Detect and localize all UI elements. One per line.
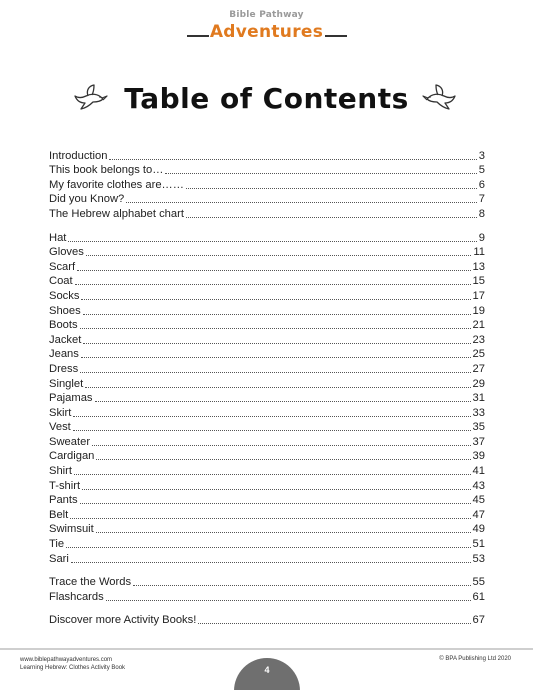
toc-entry-label: Hat xyxy=(49,231,67,244)
toc-dot-leader xyxy=(109,159,476,160)
toc-entry-page: 3 xyxy=(478,149,485,162)
toc-entry-label: Belt xyxy=(49,508,69,521)
toc-dot-leader xyxy=(77,270,470,271)
toc-dot-leader xyxy=(106,600,471,601)
toc-entry xyxy=(49,575,485,590)
toc-entry xyxy=(49,230,485,245)
toc-dot-leader xyxy=(68,241,476,242)
toc-entry xyxy=(49,613,485,628)
toc-entry-label: Skirt xyxy=(49,406,72,419)
toc-entry xyxy=(49,259,485,274)
toc-group-spacer xyxy=(49,221,485,230)
footer-copyright: © BPA Publishing Ltd 2020 xyxy=(439,656,511,662)
footer-info xyxy=(20,656,125,672)
toc-entry-label: Scarf xyxy=(49,260,76,273)
toc-entry-page: 43 xyxy=(472,479,485,492)
page-number: 4 xyxy=(264,665,270,675)
footer-website: www.biblepathwayadventures.com xyxy=(20,657,113,663)
logo-main-text: Adventures xyxy=(209,22,324,42)
toc-entry-label: Coat xyxy=(49,275,73,288)
toc-entry-label: Tie xyxy=(49,538,65,551)
toc-entry-label: Socks xyxy=(49,289,80,302)
toc-entry-page: 25 xyxy=(472,348,485,361)
toc-entry xyxy=(49,245,485,260)
toc-dot-leader xyxy=(80,328,471,329)
toc-dot-leader xyxy=(85,387,470,388)
toc-entry xyxy=(49,493,485,508)
toc-entry-label: Pants xyxy=(49,494,78,507)
toc-entry-page: 31 xyxy=(472,392,485,405)
toc-dot-leader xyxy=(165,173,476,174)
toc-entry-page: 5 xyxy=(478,164,485,177)
toc-dot-leader xyxy=(83,314,471,315)
toc-dot-leader xyxy=(80,372,470,373)
toc-dot-leader xyxy=(83,343,470,344)
toc-dot-leader xyxy=(66,547,470,548)
toc-entry-page: 21 xyxy=(472,319,485,332)
toc-entry-label: Boots xyxy=(49,319,78,332)
footer-book-title: Learning Hebrew: Clothes Activity Book xyxy=(20,665,126,671)
toc-entry xyxy=(49,206,485,221)
toc-dot-leader xyxy=(80,503,471,504)
toc-entry-page: 6 xyxy=(478,178,485,191)
toc-entry-page: 51 xyxy=(472,538,485,551)
toc-entry-page: 53 xyxy=(472,552,485,565)
toc-entry-label: Did you Know? xyxy=(49,193,125,206)
toc-entry-page: 41 xyxy=(472,465,485,478)
toc-dot-leader xyxy=(81,357,471,358)
toc-dot-leader xyxy=(133,585,470,586)
toc-entry-page: 15 xyxy=(472,275,485,288)
toc-entry xyxy=(49,148,485,163)
toc-dot-leader xyxy=(81,299,470,300)
toc-dot-leader xyxy=(73,430,471,431)
table-of-contents xyxy=(49,148,485,627)
toc-entry-page: 55 xyxy=(472,576,485,589)
toc-entry xyxy=(49,274,485,289)
toc-dot-leader xyxy=(95,401,471,402)
toc-entry xyxy=(49,507,485,522)
toc-entry xyxy=(49,303,485,318)
toc-entry-label: Trace the Words xyxy=(49,576,132,589)
toc-entry xyxy=(49,478,485,493)
toc-dot-leader xyxy=(86,255,472,256)
toc-dot-leader xyxy=(70,518,470,519)
toc-entry-label: Introduction xyxy=(49,149,108,162)
toc-entry-label: Gloves xyxy=(49,246,84,259)
toc-dot-leader xyxy=(126,202,477,203)
toc-entry xyxy=(49,288,485,303)
toc-entry xyxy=(49,391,485,406)
toc-entry-page: 27 xyxy=(472,362,485,375)
toc-entry-page: 33 xyxy=(472,406,485,419)
toc-dot-leader xyxy=(92,445,471,446)
toc-entry-label: My favorite clothes are…… xyxy=(49,178,184,191)
page-title: Table of Contents xyxy=(124,82,409,115)
toc-entry-page: 61 xyxy=(472,590,485,603)
toc-dot-leader xyxy=(71,562,471,563)
toc-entry-label: Pajamas xyxy=(49,392,93,405)
toc-dot-leader xyxy=(82,489,470,490)
toc-entry xyxy=(49,361,485,376)
toc-entry-page: 47 xyxy=(472,508,485,521)
toc-entry-label: Flashcards xyxy=(49,590,104,603)
toc-entry xyxy=(49,463,485,478)
toc-entry-page: 35 xyxy=(472,421,485,434)
toc-entry xyxy=(49,177,485,192)
toc-group-spacer xyxy=(49,604,485,613)
toc-entry-label: Jacket xyxy=(49,333,82,346)
toc-entry xyxy=(49,449,485,464)
toc-dot-leader xyxy=(96,459,470,460)
toc-entry-label: Shoes xyxy=(49,304,81,317)
toc-entry-label: Sari xyxy=(49,552,69,565)
toc-group-spacer xyxy=(49,566,485,575)
toc-entry-label: Swimsuit xyxy=(49,523,94,536)
toc-entry xyxy=(49,332,485,347)
toc-entry-label: This book belongs to… xyxy=(49,164,164,177)
toc-entry xyxy=(49,405,485,420)
toc-entry-page: 67 xyxy=(472,614,485,627)
toc-entry xyxy=(49,551,485,566)
toc-entry-page: 11 xyxy=(473,246,485,259)
toc-entry-page: 9 xyxy=(478,231,485,244)
toc-entry-label: Dress xyxy=(49,362,79,375)
title-row xyxy=(0,82,533,122)
toc-entry xyxy=(49,347,485,362)
toc-entry-label: Cardigan xyxy=(49,450,95,463)
toc-entry-page: 17 xyxy=(472,289,485,302)
toc-entry xyxy=(49,420,485,435)
toc-entry-page: 29 xyxy=(472,377,485,390)
toc-entry-label: Sweater xyxy=(49,435,91,448)
toc-dot-leader xyxy=(186,217,477,218)
toc-entry-page: 49 xyxy=(472,523,485,536)
toc-entry xyxy=(49,376,485,391)
toc-dot-leader xyxy=(75,284,471,285)
toc-entry xyxy=(49,192,485,207)
dove-icon xyxy=(418,84,458,118)
toc-entry-page: 7 xyxy=(478,193,485,206)
toc-entry xyxy=(49,434,485,449)
toc-dot-leader xyxy=(186,188,477,189)
toc-entry-label: Discover more Activity Books! xyxy=(49,614,197,627)
toc-entry xyxy=(49,589,485,604)
toc-entry-page: 37 xyxy=(472,435,485,448)
toc-dot-leader xyxy=(96,532,471,533)
toc-entry-page: 19 xyxy=(472,304,485,317)
toc-entry-page: 45 xyxy=(472,494,485,507)
toc-entry-page: 23 xyxy=(472,333,485,346)
toc-entry-label: Shirt xyxy=(49,465,73,478)
toc-entry xyxy=(49,318,485,333)
toc-dot-leader xyxy=(74,474,471,475)
logo-top-text: Bible Pathway xyxy=(229,10,304,20)
toc-entry-label: Jeans xyxy=(49,348,79,361)
toc-entry-label: Singlet xyxy=(49,377,84,390)
toc-entry-label: The Hebrew alphabet chart xyxy=(49,207,184,220)
toc-entry xyxy=(49,163,485,178)
toc-entry xyxy=(49,522,485,537)
toc-dot-leader xyxy=(198,623,470,624)
footer-divider xyxy=(0,648,533,650)
publisher-logo xyxy=(0,8,533,52)
toc-entry-page: 13 xyxy=(472,260,485,273)
toc-entry xyxy=(49,536,485,551)
toc-entry-label: Vest xyxy=(49,421,71,434)
toc-entry-label: T-shirt xyxy=(49,479,81,492)
toc-entry-page: 8 xyxy=(478,207,485,220)
toc-entry-page: 39 xyxy=(472,450,485,463)
toc-dot-leader xyxy=(73,416,470,417)
